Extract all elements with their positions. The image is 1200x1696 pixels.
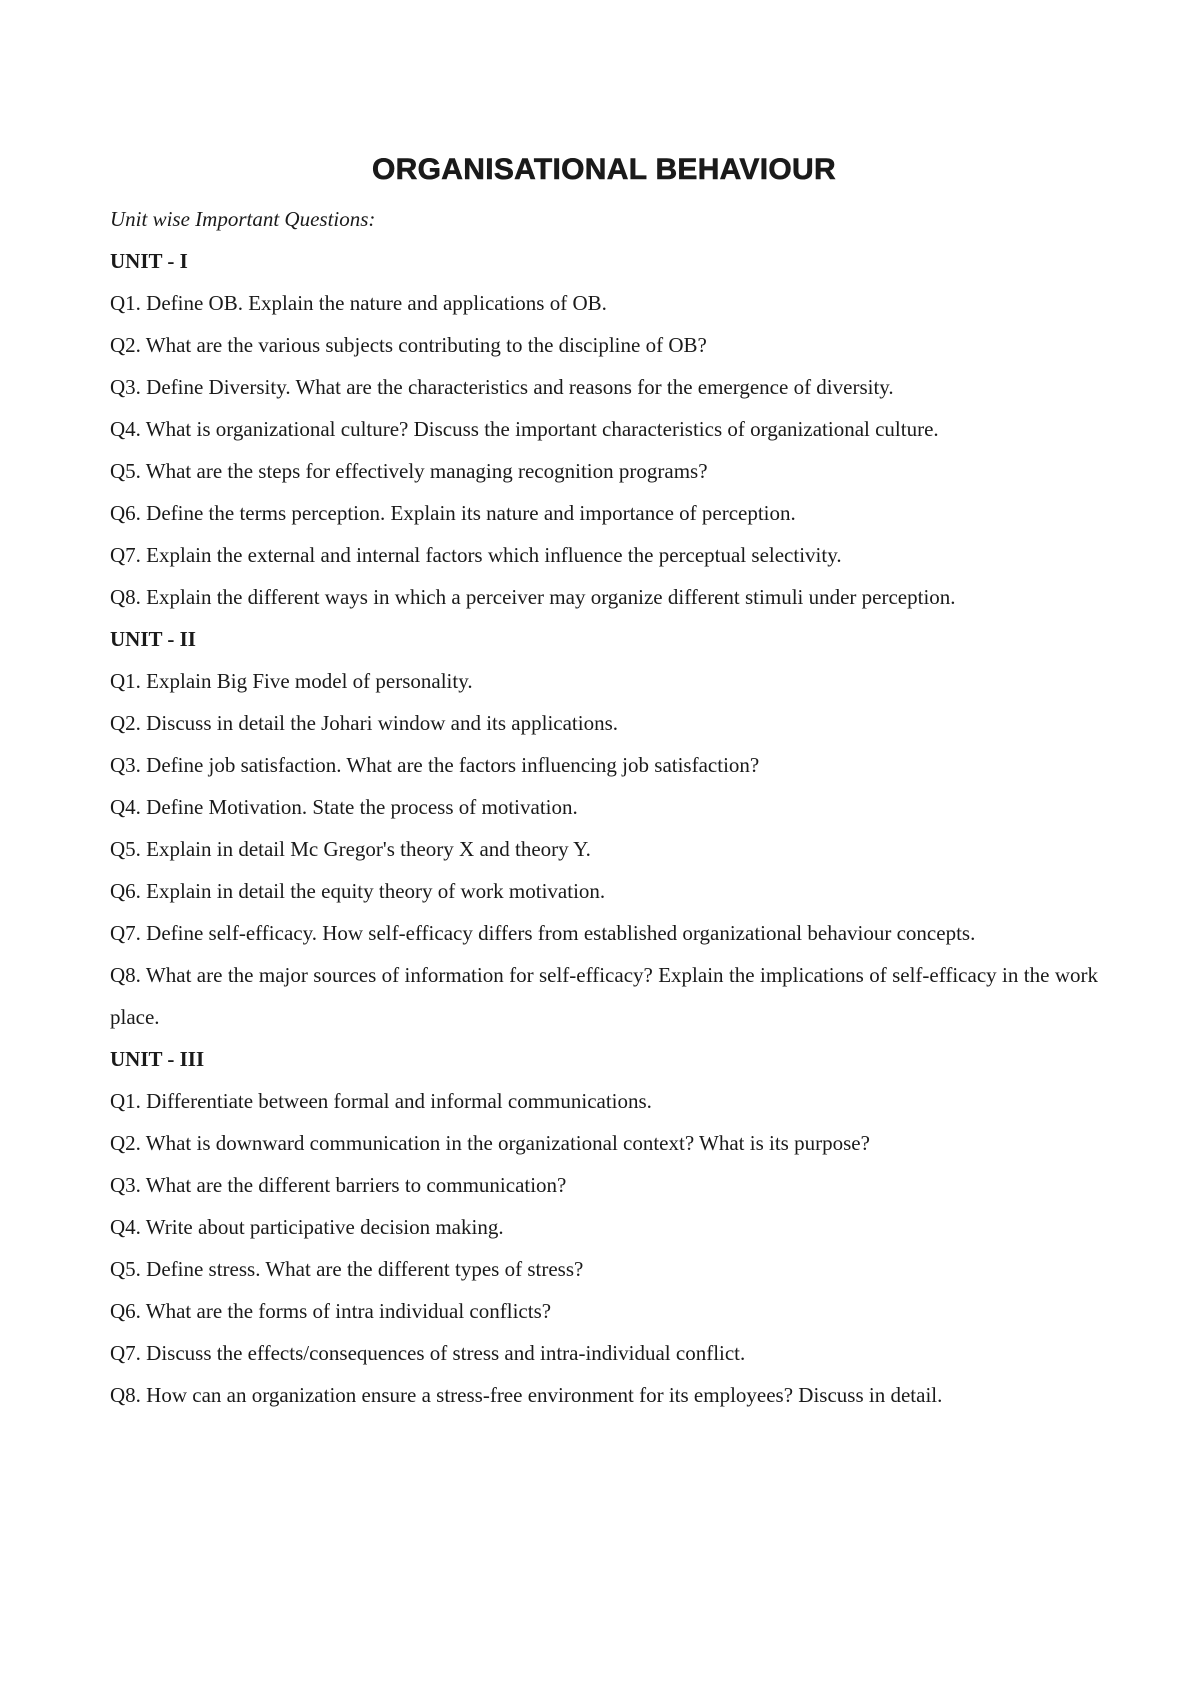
question-item: Q8. Explain the different ways in which a perceiver may organize different stimuli under perception. xyxy=(110,585,956,609)
unit-section-1 xyxy=(110,240,1098,618)
question-item: Q5. What are the steps for effectively managing recognition programs? xyxy=(110,459,708,483)
document-title: ORGANISATIONAL BEHAVIOUR xyxy=(372,153,836,186)
unit-section-2 xyxy=(110,618,1098,1038)
question-item: Q5. Explain in detail Mc Gregor's theory X and theory Y. xyxy=(110,837,591,861)
question-item: Q3. Define Diversity. What are the characteristics and reasons for the emergence of diversity. xyxy=(110,375,894,399)
question-item: Q7. Explain the external and internal factors which influence the perceptual selectivity. xyxy=(110,543,842,567)
question-item: Q4. Define Motivation. State the process of motivation. xyxy=(110,795,578,819)
question-item: Q3. Define job satisfaction. What are the factors influencing job satisfaction? xyxy=(110,753,760,777)
question-item: Q7. Define self-efficacy. How self-efficacy differs from established organizational behaviour concepts. xyxy=(110,921,976,945)
document-content xyxy=(110,150,1098,1416)
question-item: Q5. Define stress. What are the different types of stress? xyxy=(110,1257,584,1281)
question-item: Q4. What is organizational culture? Discuss the important characteristics of organizational culture. xyxy=(110,417,939,441)
question-item: Q4. Write about participative decision making. xyxy=(110,1215,504,1239)
unit-heading: UNIT - II xyxy=(110,627,196,651)
question-item: Q7. Discuss the effects/consequences of stress and intra-individual conflict. xyxy=(110,1341,746,1365)
unit-heading: UNIT - III xyxy=(110,1047,205,1071)
question-item: Q6. What are the forms of intra individual conflicts? xyxy=(110,1299,552,1323)
question-item: Q3. What are the different barriers to communication? xyxy=(110,1173,567,1197)
question-item: Q2. What are the various subjects contributing to the discipline of OB? xyxy=(110,333,707,357)
unit-section-3 xyxy=(110,1038,1098,1416)
unit-heading: UNIT - I xyxy=(110,249,188,273)
question-item: Q1. Explain Big Five model of personality. xyxy=(110,669,473,693)
question-item: Q2. What is downward communication in the organizational context? What is its purpose? xyxy=(110,1131,870,1155)
question-item: Q8. What are the major sources of information for self-efficacy? Explain the implications of self-efficacy in the work place. xyxy=(110,963,1098,1029)
question-item: Q1. Define OB. Explain the nature and applications of OB. xyxy=(110,291,607,315)
question-item: Q6. Explain in detail the equity theory of work motivation. xyxy=(110,879,606,903)
question-item: Q1. Differentiate between formal and informal communications. xyxy=(110,1089,652,1113)
question-item: Q6. Define the terms perception. Explain its nature and importance of perception. xyxy=(110,501,796,525)
document-subtitle: Unit wise Important Questions: xyxy=(110,207,376,231)
question-item: Q8. How can an organization ensure a stress-free environment for its employees? Discuss in detail. xyxy=(110,1383,943,1407)
question-item: Q2. Discuss in detail the Johari window and its applications. xyxy=(110,711,619,735)
